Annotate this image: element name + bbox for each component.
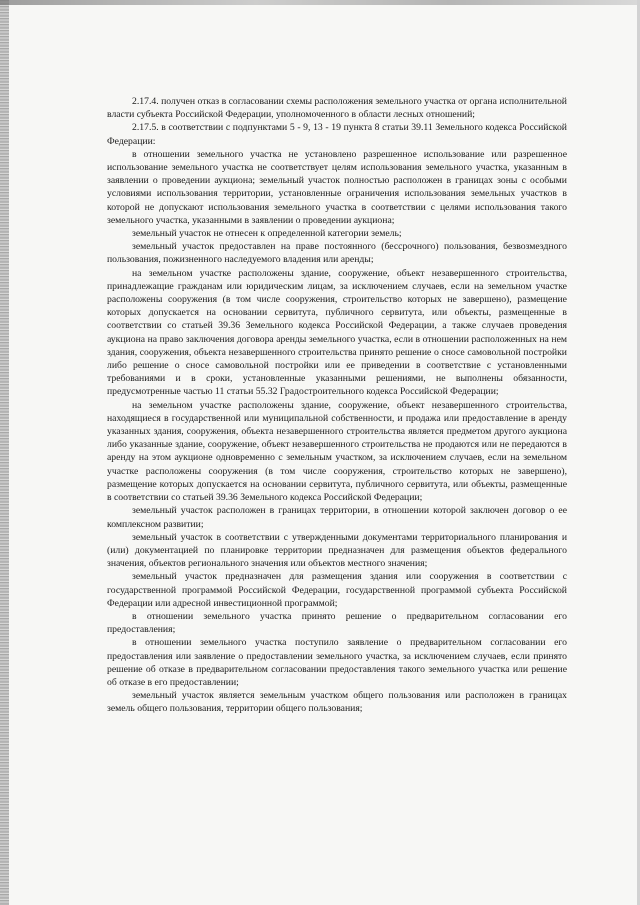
paragraph-private-buildings: на земельном участке расположены здание, сооружение, объект незавершенного строительства, принадлежащие гражданам или юридическим лицам, за исключением случаев, если на земельном участке расположены сооружения (в том числе сооружения, строительство которых не завершено), размещение которых допускается на основании сервитута, публичного сервитута, или объекты, размещенные в соответствии со статьей 39.36 Земельного кодекса Российской Федерации, а также случаев проведения аукциона на право заключения договора аренды земельного участка, если в отношении расположенных на нем здания, сооружения, объекта незавершенного строительства принято решение о сносе самовольной постройки либо решение о сносе самовольной постройки или ее приведении в соответствие с установленными требованиями и в сроки, установленные указанными решениями, не выполнены обязанности, предусмотренные частью 11 статьи 55.32 Градостроительного кодекса Российской Федерации; (107, 267, 567, 398)
paragraph-preliminary-approval-application: в отношении земельного участка поступило заявление о предварительном согласовании его предоставления или заявление о предоставлении земельного участка, за исключением случаев, если принято решение об отказе в предварительном согласовании предоставления такого земельного участка или решение об отказе в его предоставлении; (107, 637, 567, 688)
paragraph-permitted-use: в отношении земельного участка не установлено разрешенное использование или разрешенное использование земельного участка не соответствует целям использования земельного участка, указанным в заявлении о проведении аукциона; земельный участок полностью расположен в границах зоны с особыми условиями использования территории, установленные ограничения использования земельных участков в которой не допускают использования земельного участка в соответствии с целями использования такого земельного участка, указанными в заявлении о проведении аукциона; (107, 148, 567, 226)
document-page (107, 95, 567, 716)
paragraph-2-17-5: 2.17.5. в соответствии с подпунктами 5 - 9, 13 - 19 пункта 8 статьи 39.11 Земельного кодекса Российской Федерации: (107, 122, 567, 147)
paragraph-public-buildings: на земельном участке расположены здание, сооружение, объект незавершенного строительства, находящиеся в государственной или муниципальной собственности, и продажа или предоставление в аренду указанных здания, сооружения, объекта незавершенного строительства является предметом другого аукциона либо указанные здание, сооружение, объект незавершенного строительства не продаются или не передаются в аренду на этом аукционе одновременно с земельным участком, за исключением случаев, если на земельном участке расположены сооружения (в том числе сооружения, строительство которых не завершено), размещение которых допускается на основании сервитута, публичного сервитута, или объекты, размещенные в соответствии со статьей 39.36 Земельного кодекса Российской Федерации; (107, 399, 567, 504)
paragraph-preliminary-approval-decision: в отношении земельного участка принято решение о предварительном согласовании его предоставления; (107, 610, 567, 636)
paragraph-complex-development: земельный участок расположен в границах территории, в отношении которой заключен договор о ее комплексном развитии; (107, 505, 567, 530)
paragraph-right-of-use: земельный участок предоставлен на праве постоянного (бессрочного) пользования, безвозмездного пользования, пожизненного наследуемого владения или аренды; (107, 241, 567, 266)
paragraph-2-17-4: 2.17.4. получен отказ в согласовании схемы расположения земельного участка от органа исполнительной власти субъекта Российской Федерации, уполномоченного в области лесных отношений; (107, 96, 567, 121)
scan-edge-left (0, 0, 9, 905)
scan-edge-top (0, 0, 640, 5)
paragraph-state-program: земельный участок предназначен для размещения здания или сооружения в соответствии с государственной программой Российской Федерации, государственной программой субъекта Российской Федерации или адресной инвестиционной программой; (107, 571, 567, 609)
paragraph-common-use: земельный участок является земельным участком общего пользования или расположен в границах земель общего пользования, территории общего пользования; (107, 690, 567, 715)
paragraph-land-category: земельный участок не отнесен к определенной категории земель; (132, 228, 402, 240)
paragraph-territorial-planning: земельный участок в соответствии с утвержденными документами территориального планирования и (или) документацией по планировке территории предназначен для размещения объектов федерального значения, объектов регионального значения или объектов местного значения; (107, 531, 567, 570)
